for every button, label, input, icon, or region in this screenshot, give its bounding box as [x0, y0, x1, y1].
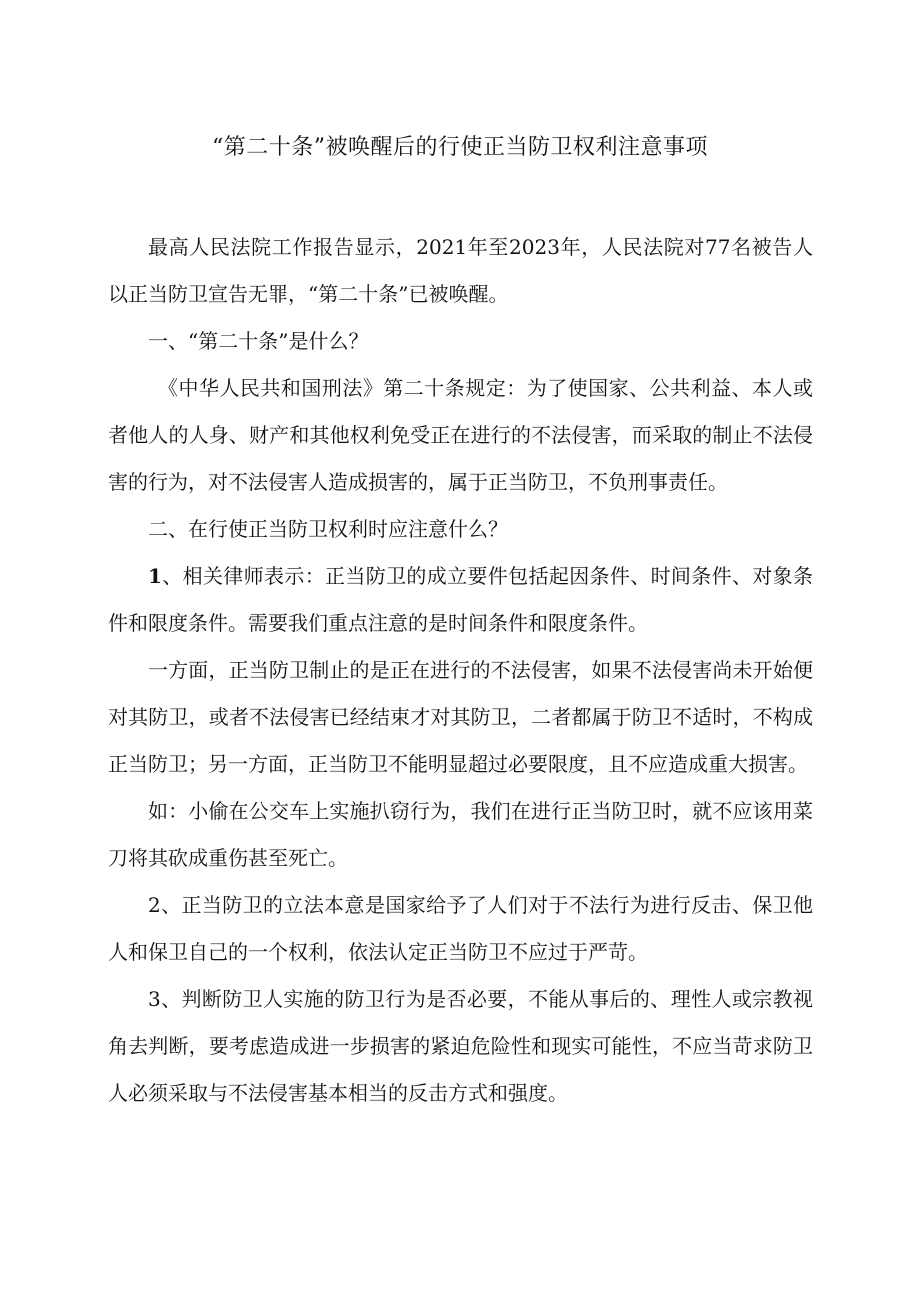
paragraph-point-2: 2、正当防卫的立法本意是国家给予了人们对于不法行为进行反击、保卫他人和保卫自己的一个权利，依法认定正当防卫不应过于严苛。	[108, 893, 813, 964]
section-heading-2: 二、在行使正当防卫权利时应注意什么？	[148, 517, 508, 541]
document-title: “第二十条”被唤醒后的行使正当防卫权利注意事项	[212, 135, 708, 160]
section-heading-1: 一、“第二十条”是什么？	[148, 329, 369, 353]
paragraph-point-3: 3、判断防卫人实施的防卫行为是否必要，不能从事后的、理性人或宗教视角去判断，要考虑造成进一步损害的紧迫危险性和现实可能性，不应当苛求防卫人必须采取与不法侵害基本相当的反击方式和强度。	[108, 987, 813, 1105]
point-text: 、相关律师表示：正当防卫的成立要件包括起因条件、时间条件、对象条件和限度条件。需要我们重点注意的是时间条件和限度条件。	[108, 564, 813, 635]
point-number: 1	[148, 564, 162, 588]
paragraph-example: 如：小偷在公交车上实施扒窃行为，我们在进行正当防卫时，就不应该用菜刀将其砍成重伤甚至死亡。	[108, 799, 813, 870]
paragraph-law-article: 《中华人民共和国刑法》第二十条规定：为了使国家、公共利益、本人或者他人的人身、财产和其他权利免受正在进行的不法侵害，而采取的制止不法侵害的行为，对不法侵害人造成损害的，属于正当防卫，不负刑事责任。	[108, 376, 813, 494]
paragraph-point-1	[108, 553, 813, 647]
paragraph-timing-limits: 一方面，正当防卫制止的是正在进行的不法侵害，如果不法侵害尚未开始便对其防卫，或者不法侵害已经结束才对其防卫，二者都属于防卫不适时，不构成正当防卫；另一方面，正当防卫不能明显超过必要限度，且不应造成重大损害。	[108, 658, 813, 776]
paragraph-intro: 最高人民法院工作报告显示，2021年至2023年，人民法院对77名被告人以正当防卫宣告无罪，“第二十条”已被唤醒。	[108, 235, 813, 306]
